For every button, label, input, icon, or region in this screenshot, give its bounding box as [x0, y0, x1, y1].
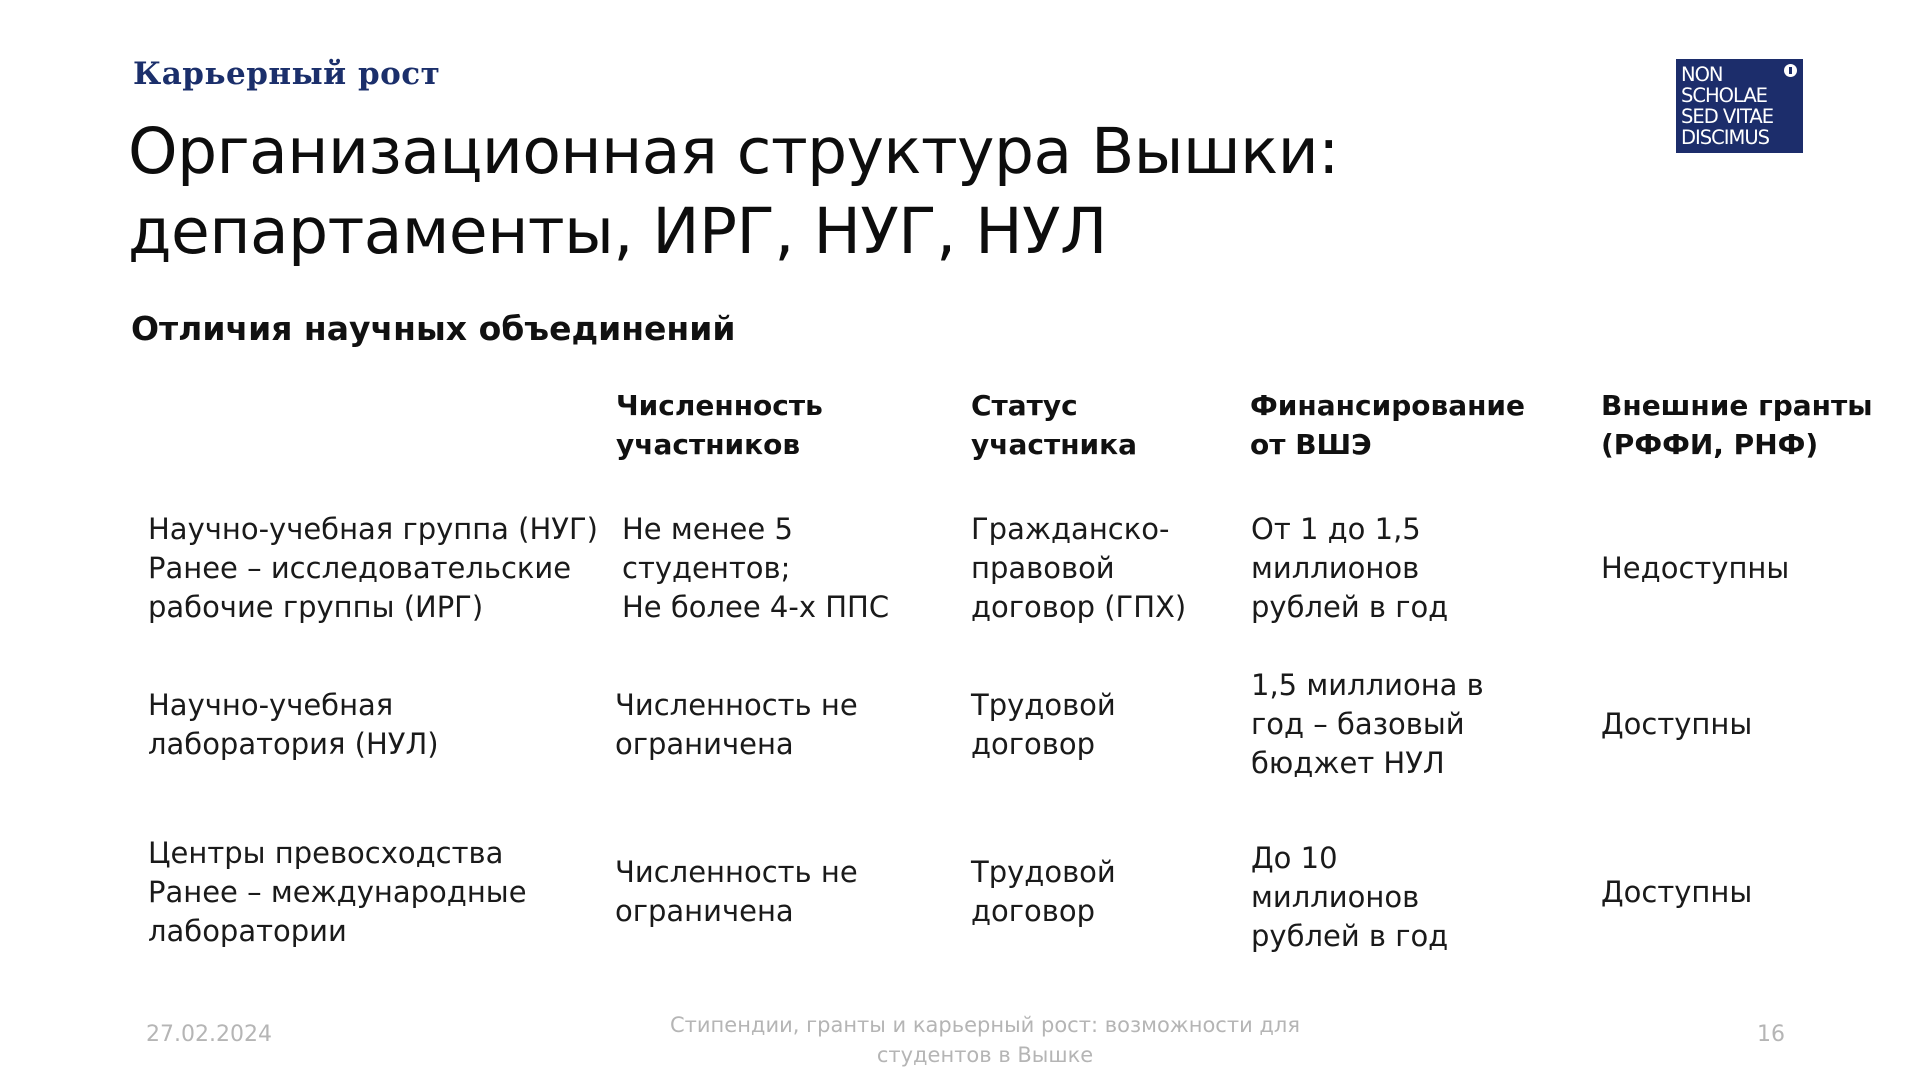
cell-line: 1,5 миллиона в [1251, 668, 1484, 702]
row-centers-grants [1601, 873, 1752, 912]
cell-line: Ранее – исследовательские [148, 551, 572, 585]
cell-line: студентов; [622, 551, 791, 585]
cell-line: договор (ГПХ) [971, 590, 1187, 624]
footer-line: Стипендии, гранты и карьерный рост: возможности для [670, 1013, 1300, 1037]
header-line: (РФФИ, РНФ) [1601, 428, 1819, 461]
cell-line: Центры превосходства [148, 836, 504, 870]
cell-line: До 10 [1251, 841, 1338, 875]
slide-title-line-1: Организационная структура Вышки: [128, 115, 1339, 188]
row-centers-name [148, 834, 527, 951]
header-line: от ВШЭ [1250, 428, 1372, 461]
cell-line: Численность не [615, 688, 858, 722]
logo-line: NON [1681, 63, 1723, 86]
cell-line: Научно-учебная [148, 688, 394, 722]
header-participant-status [971, 386, 1137, 464]
row-centers-count [615, 853, 858, 931]
row-nug-name [148, 510, 598, 627]
row-nug-count [622, 510, 889, 627]
cell-line: ограничена [615, 727, 794, 761]
cell-line: Гражданско- [971, 512, 1170, 546]
section-tag: Карьерный рост [133, 56, 441, 92]
cell-line: год – базовый [1251, 707, 1465, 741]
cell-line: ограничена [615, 894, 794, 928]
header-line: участников [616, 428, 801, 461]
footer-date: 27.02.2024 [146, 1022, 272, 1047]
row-nul-status [971, 686, 1116, 764]
row-nul-funding [1251, 666, 1484, 783]
logo-line: DISCIMUS [1681, 126, 1769, 149]
row-nug-status [971, 510, 1186, 627]
header-line: участника [971, 428, 1138, 461]
header-line: Численность [616, 389, 823, 422]
header-external-grants [1601, 386, 1873, 464]
row-nul-name [148, 686, 439, 764]
cell-line: бюджет НУЛ [1251, 746, 1445, 780]
cell-line: лаборатория (НУЛ) [148, 727, 439, 761]
cell-line: Трудовой [971, 855, 1116, 889]
cell-line: рабочие группы (ИРГ) [148, 590, 484, 624]
row-nul-count [615, 686, 858, 764]
footer-line: студентов в Вышке [876, 1043, 1094, 1067]
cell-line: лаборатории [148, 914, 347, 948]
cell-line: От 1 до 1,5 [1251, 512, 1421, 546]
cell-line: Трудовой [971, 688, 1116, 722]
header-line: Внешние гранты [1601, 389, 1873, 422]
row-centers-status [971, 853, 1116, 931]
table-subtitle: Отличия научных объединений [131, 309, 736, 348]
cell-line: миллионов [1251, 880, 1420, 914]
cell-line: договор [971, 894, 1096, 928]
cell-line: Не более 4-х ППС [622, 590, 890, 624]
row-nul-grants [1601, 705, 1752, 744]
cell-line: миллионов [1251, 551, 1420, 585]
header-hse-funding [1250, 386, 1525, 464]
footer-presentation-title [640, 1010, 1330, 1070]
cell-line: Ранее – международные [148, 875, 527, 909]
cell-line: Не менее 5 [622, 512, 793, 546]
cell-line: Численность не [615, 855, 858, 889]
logo-line: SED VITAE [1681, 105, 1774, 128]
row-centers-funding [1251, 839, 1448, 956]
header-line: Статус [971, 389, 1078, 422]
cell-line: Доступны [1601, 875, 1753, 909]
cell-line: рублей в год [1251, 919, 1449, 953]
row-nug-grants [1601, 549, 1789, 588]
slide-title [128, 112, 1339, 272]
cell-line: рублей в год [1251, 590, 1449, 624]
cell-line: правовой [971, 551, 1115, 585]
hse-emblem-icon [1784, 64, 1797, 77]
cell-line: Недоступны [1601, 551, 1790, 585]
cell-line: Доступны [1601, 707, 1753, 741]
hse-logo [1676, 59, 1803, 153]
page-number: 16 [1757, 1022, 1785, 1047]
header-line: Финансирование [1250, 389, 1526, 422]
logo-line: SCHOLAE [1681, 84, 1767, 107]
header-participants-count [616, 386, 823, 464]
cell-line: Научно-учебная группа (НУГ) [148, 512, 598, 546]
cell-line: договор [971, 727, 1096, 761]
row-nug-funding [1251, 510, 1448, 627]
slide-title-line-2: департаменты, ИРГ, НУГ, НУЛ [128, 195, 1107, 268]
